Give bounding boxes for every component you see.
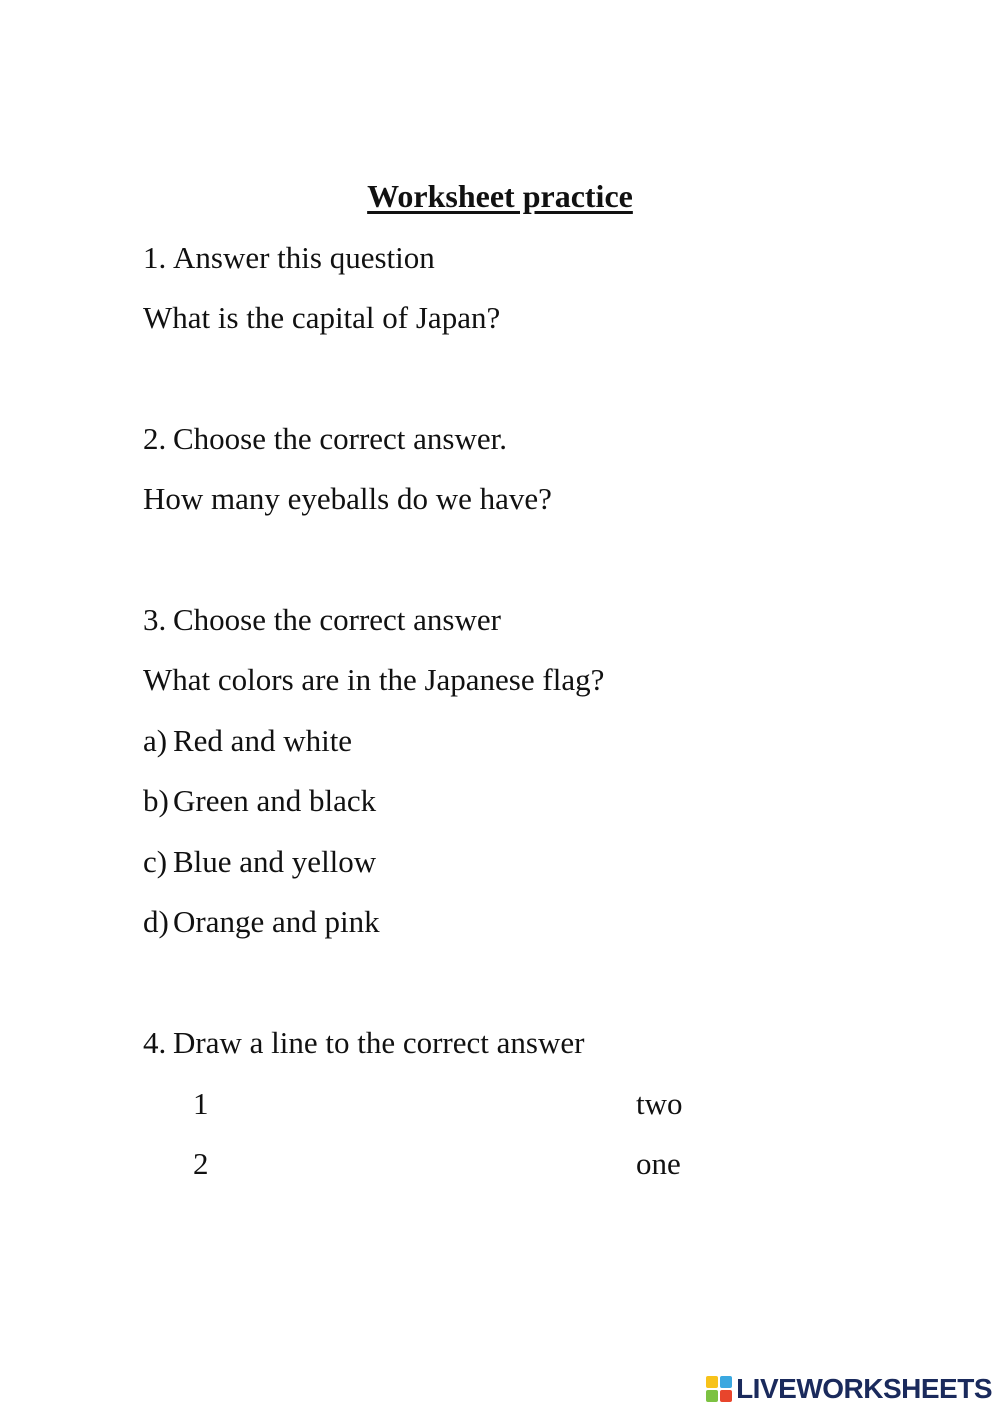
question-1-heading [143, 238, 435, 278]
option-b-text: Green and black [173, 783, 377, 818]
logo-text: LIVEWORKSHEETS [736, 1373, 992, 1404]
match-right-1[interactable]: two [636, 1086, 683, 1121]
option-d[interactable] [143, 902, 380, 942]
option-b[interactable] [143, 781, 376, 821]
liveworksheets-logo [706, 1369, 992, 1409]
match-left-1[interactable]: 1 [193, 1086, 209, 1121]
question-4-instruction: Draw a line to the correct answer [173, 1025, 585, 1060]
logo-blocks-icon [706, 1376, 732, 1402]
option-d-text: Orange and pink [173, 904, 380, 939]
question-2-heading [143, 419, 507, 459]
question-3-instruction: Choose the correct answer [173, 602, 501, 637]
question-3-heading [143, 600, 501, 640]
option-a[interactable] [143, 721, 352, 761]
match-left-2[interactable]: 2 [193, 1146, 209, 1181]
option-c-text: Blue and yellow [173, 844, 377, 879]
question-3-number: 3. [143, 602, 167, 637]
question-3-prompt: What colors are in the Japanese flag? [143, 662, 605, 697]
question-1-prompt: What is the capital of Japan? [143, 300, 501, 335]
option-c-letter: c) [143, 844, 168, 879]
question-1-instruction: Answer this question [173, 240, 435, 275]
question-2-number: 2. [143, 421, 167, 456]
question-1-number: 1. [143, 240, 167, 275]
option-b-letter: b) [143, 783, 169, 818]
worksheet-title: Worksheet practice [367, 178, 633, 214]
question-2-prompt: How many eyeballs do we have? [143, 481, 552, 516]
option-d-letter: d) [143, 904, 169, 939]
question-4-number: 4. [143, 1025, 167, 1060]
question-4-heading [143, 1023, 584, 1063]
option-c[interactable] [143, 842, 376, 882]
option-a-text: Red and white [173, 723, 353, 758]
match-right-2[interactable]: one [636, 1146, 681, 1181]
question-2-instruction: Choose the correct answer. [173, 421, 507, 456]
option-a-letter: a) [143, 723, 168, 758]
